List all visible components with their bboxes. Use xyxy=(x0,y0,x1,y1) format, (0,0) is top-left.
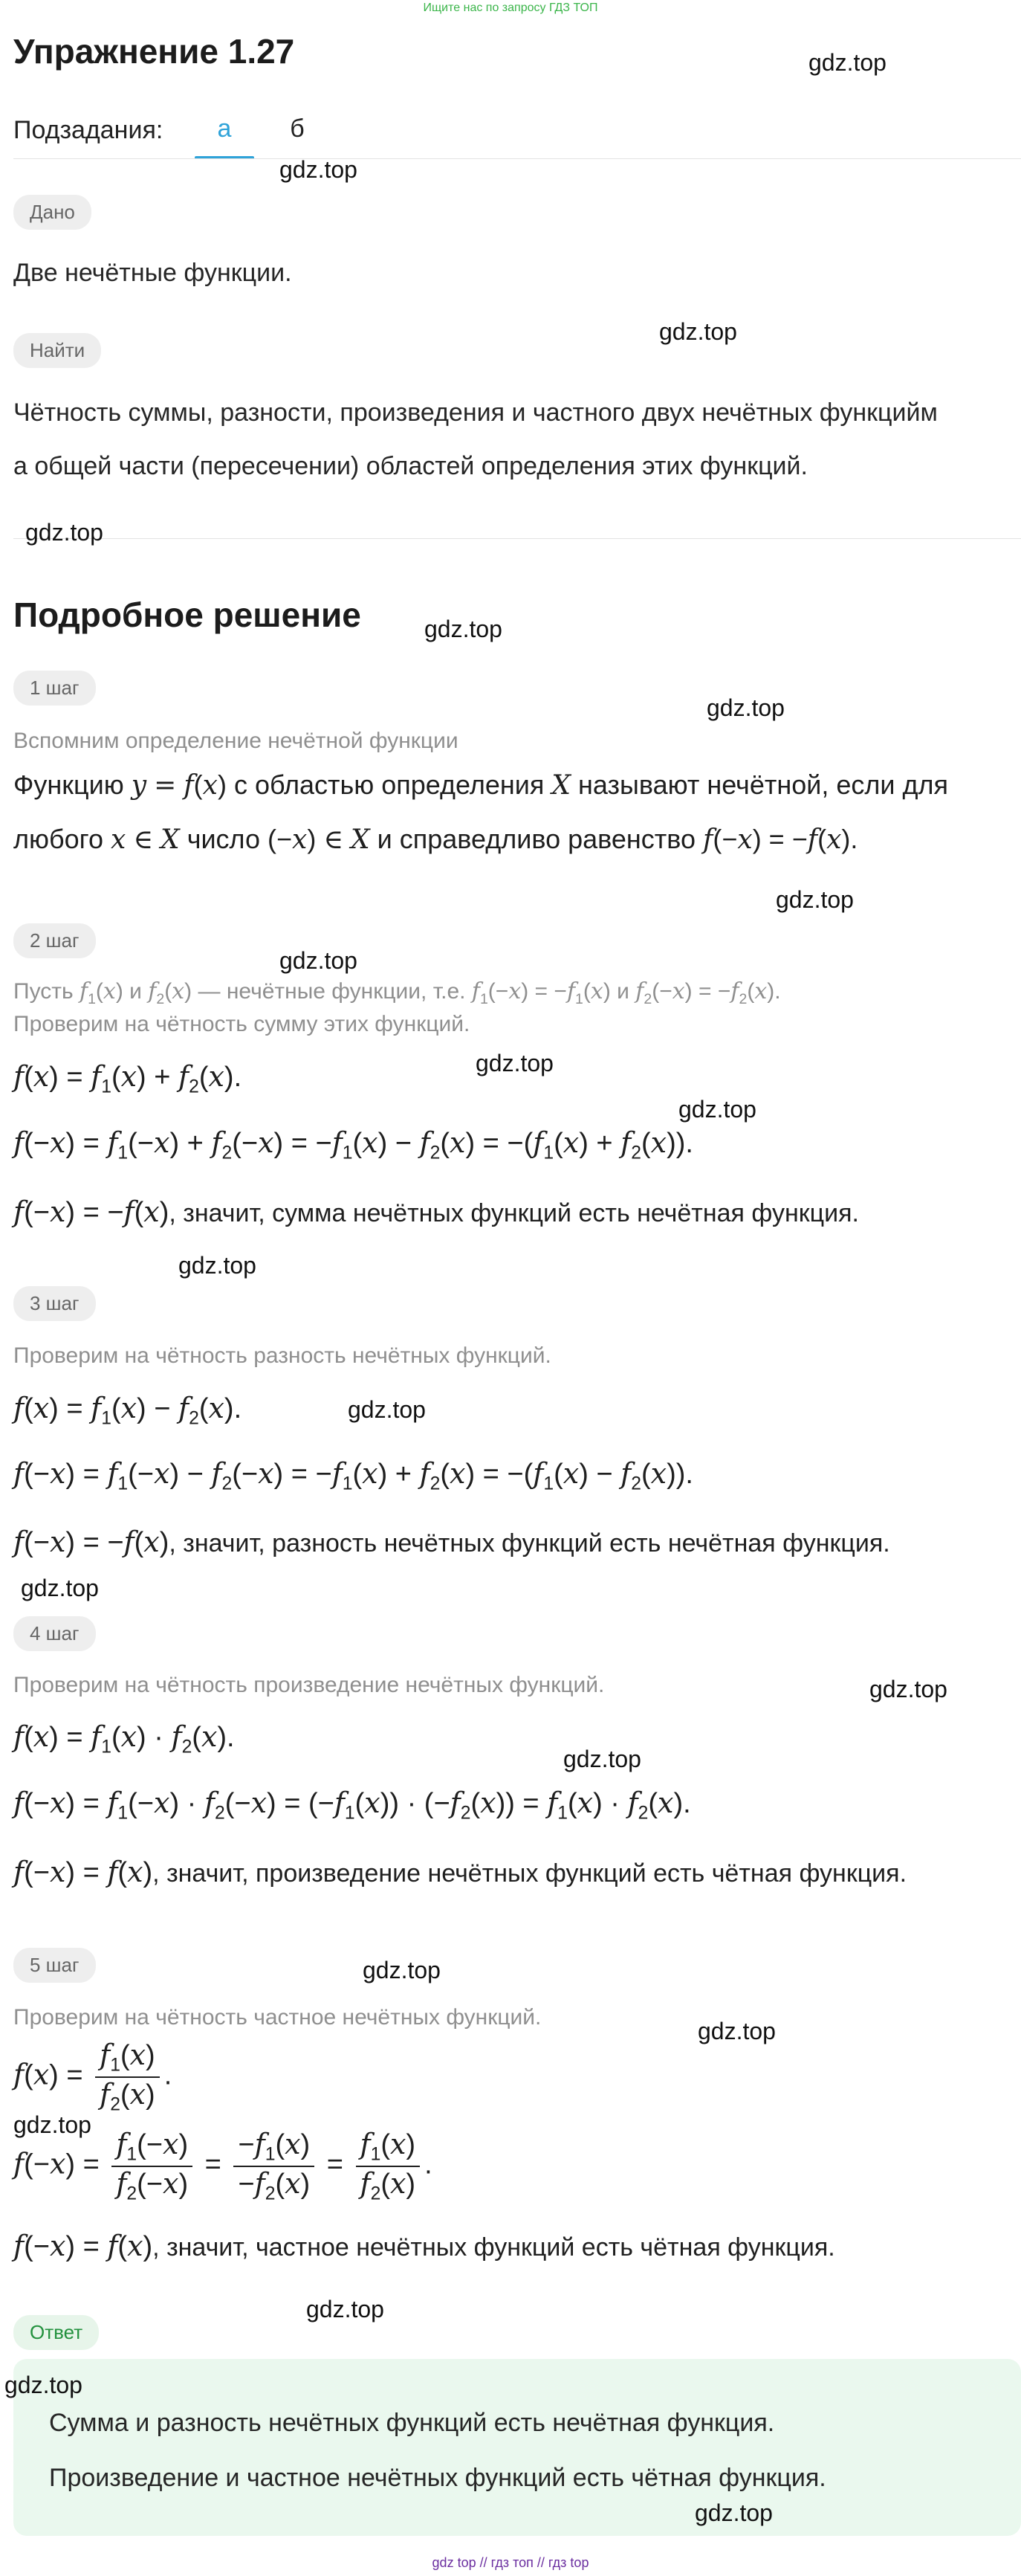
subtasks-label: Подзадания: xyxy=(13,116,163,144)
step-1-line-2: любого x ∈ X число (−x) ∈ X и справедливо равенство f(−x) = −f(x). xyxy=(13,824,858,855)
tab-subtask-b[interactable]: б xyxy=(290,114,305,143)
watermark: gdz.top xyxy=(695,2499,773,2526)
step-2-formula-2: $f(-x) = f_1(-x) + f_2(-x) = -f_1(x) - f_2(x) = -(f_1(x) + f_2(x))$. xyxy=(13,1126,693,1163)
given-tag: Дано xyxy=(13,195,91,230)
step-4-formula-1: $f(x) = f_1(x) \cdot f_2(x)$. xyxy=(13,1720,235,1757)
watermark: gdz.top xyxy=(21,1575,99,1601)
step-3-formula-2: $f(-x) = f_1(-x) - f_2(-x) = -f_1(x) + f_2(x) = -(f_1(x) - f_2(x))$. xyxy=(13,1457,693,1494)
step-1-hint: Вспомним определение нечётной функции xyxy=(13,729,458,753)
find-tag: Найти xyxy=(13,333,101,368)
watermark: gdz.top xyxy=(678,1096,756,1123)
watermark: gdz.top xyxy=(698,2018,776,2044)
tabs-divider xyxy=(13,158,1021,159)
step-5-tag: 5 шаг xyxy=(13,1948,96,1983)
step-3-tag: 3 шаг xyxy=(13,1286,96,1321)
watermark: gdz.top xyxy=(13,2111,91,2138)
step-3-conclusion: f(−x) = −f(x), значит, разность нечётных функций есть нечётная функция. xyxy=(13,1526,890,1558)
step-4-hint: Проверим на чётность произведение нечётных функций. xyxy=(13,1673,605,1697)
step-4-tag: 4 шаг xyxy=(13,1616,96,1651)
solution-title: Подробное решение xyxy=(13,595,361,634)
step-2-formula-1: $f(x) = f_1(x) + f_2(x)$. xyxy=(13,1060,242,1097)
answer-box xyxy=(13,2359,1021,2536)
top-banner-link[interactable]: Ищите нас по запросу ГДЗ ТОП xyxy=(423,1,598,14)
watermark: gdz.top xyxy=(279,156,357,183)
answer-tag: Ответ xyxy=(13,2315,99,2350)
watermark: gdz.top xyxy=(178,1252,256,1279)
step-3-hint: Проверим на чётность разность нечётных функций. xyxy=(13,1343,551,1368)
exercise-title: Упражнение 1.27 xyxy=(13,32,295,71)
tab-subtask-a[interactable]: а xyxy=(217,114,232,143)
step-5-formula-2: f(−x) = $\frac{f_1(-x)}{f_2(-x)}$ = $\frac{-f_1(x)}{-f_2(x)}$ = $\frac{f_1(x)}{f_2(x)}$ . xyxy=(13,2128,432,2204)
watermark: gdz.top xyxy=(348,1396,426,1423)
step-2-tag: 2 шаг xyxy=(13,923,96,958)
watermark: gdz.top xyxy=(776,886,854,913)
watermark: gdz.top xyxy=(424,616,502,642)
step-4-formula-2: $f(-x) = f_1(-x) \cdot f_2(-x) = (-f_1(x)) \cdot (-f_2(x)) = f_1(x) \cdot f_2(x)$. xyxy=(13,1786,691,1824)
watermark: gdz.top xyxy=(869,1676,947,1702)
watermark: gdz.top xyxy=(306,2296,384,2322)
step-4-conclusion: f(−x) = f(x), значит, произведение нечётных функций есть чётная функция. xyxy=(13,1856,907,1888)
answer-line-1: Сумма и разность нечётных функций есть нечётная функция. xyxy=(49,2409,775,2437)
watermark: gdz.top xyxy=(707,694,785,721)
watermark: gdz.top xyxy=(4,2372,82,2398)
step-1-tag: 1 шаг xyxy=(13,671,96,706)
given-text: Две нечётные функции. xyxy=(13,259,292,287)
watermark: gdz.top xyxy=(363,1957,441,1983)
watermark: gdz.top xyxy=(25,519,103,546)
watermark: gdz.top xyxy=(659,318,737,345)
step-5-formula-1: f(x) = $\frac{f_1(x)}{f_2(x)}$ . xyxy=(13,2038,172,2115)
step-5-hint: Проверим на чётность частное нечётных функций. xyxy=(13,2005,542,2030)
find-line-1: Чётность суммы, разности, произведения и частного двух нечётных функцийм xyxy=(13,398,938,427)
watermark: gdz.top xyxy=(563,1746,641,1772)
watermark: gdz.top xyxy=(808,49,887,76)
step-2-hint: Пусть $f_1(x)$ и $f_2(x)$ — нечётные функции, т.е. $f_1(-x) = -f_1(x)$ и $f_2(-x) = -f_2(x)$. xyxy=(13,978,781,1007)
step-2-conclusion: f(−x) = −f(x), значит, сумма нечётных функций есть нечётная функция. xyxy=(13,1195,859,1228)
bottom-banner-link[interactable]: gdz top // гдз топ // гдз top xyxy=(432,2555,589,2570)
watermark: gdz.top xyxy=(476,1050,554,1076)
step-3-formula-1: $f(x) = f_1(x) - f_2(x)$. xyxy=(13,1392,242,1429)
step-2-hint-2: Проверим на чётность сумму этих функций. xyxy=(13,1012,470,1036)
answer-line-2: Произведение и частное нечётных функций есть чётная функция. xyxy=(49,2464,826,2492)
find-line-2: а общей части (пересечении) областей определения этих функций. xyxy=(13,452,808,480)
find-divider xyxy=(13,538,1021,539)
watermark: gdz.top xyxy=(279,947,357,974)
step-5-conclusion: f(−x) = f(x), значит, частное нечётных функций есть чётная функция. xyxy=(13,2230,835,2262)
step-1-line-1: Функцию y = f(x) с областью определения X называют нечётной, если для xyxy=(13,769,948,801)
